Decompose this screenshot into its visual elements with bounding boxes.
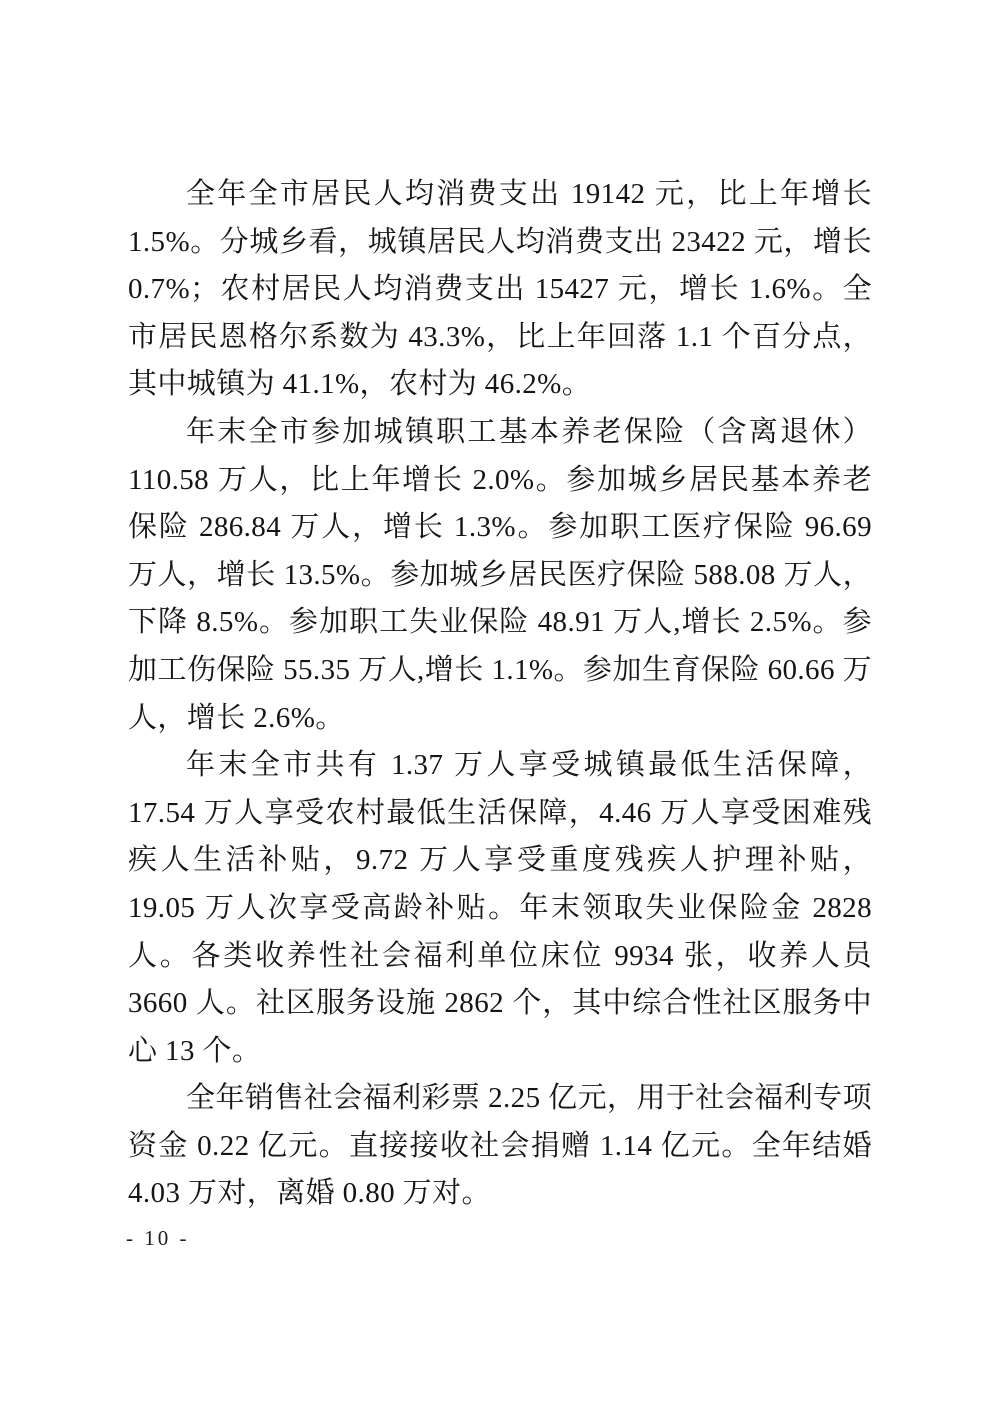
paragraph-social-insurance: 年末全市参加城镇职工基本养老保险（含离退休）110.58 万人，比上年增长 2.0%。参加城乡居民基本养老保险 286.84 万人，增长 1.3%。参加职工医疗保险 96.69 万人，增长 13.5%。参加城乡居民医疗保险 588.08 万人，下降 8.5%。参加职工失业保险 48.91 万人,增长 2.5%。参加工伤保险 55.35 万人,增长 1.1%。参加生育保险 60.66 万人，增长 2.6%。 bbox=[128, 415, 872, 734]
paragraph-social-welfare-allowances: 年末全市共有 1.37 万人享受城镇最低生活保障，17.54 万人享受农村最低生活保障，4.46 万人享受困难残疾人生活补贴，9.72 万人享受重度残疾人护理补贴，19.05 万人次享受高龄补贴。年末领取失业保险金 2828 人。各类收养性社会福利单位床位 9934 张，收养人员 3660 人。社区服务设施 2862 个，其中综合性社区服务中心 13 个。 bbox=[128, 749, 872, 1067]
paragraph-welfare-lottery-marriage: 全年销售社会福利彩票 2.25 亿元，用于社会福利专项资金 0.22 亿元。直接接收社会捐赠 1.14 亿元。全年结婚 4.03 万对，离婚 0.80 万对。 bbox=[128, 1082, 872, 1210]
paragraph-consumption-expenditure: 全年全市居民人均消费支出 19142 元，比上年增长 1.5%。分城乡看，城镇居民人均消费支出 23422 元，增长 0.7%；农村居民人均消费支出 15427 元，增长 1.6%。全市居民恩格尔系数为 43.3%，比上年回落 1.1 个百分点，其中城镇为 41.1%，农村为 46.2%。 bbox=[128, 178, 872, 401]
page-number: - 10 - bbox=[126, 1226, 190, 1250]
document-body bbox=[128, 171, 872, 1218]
